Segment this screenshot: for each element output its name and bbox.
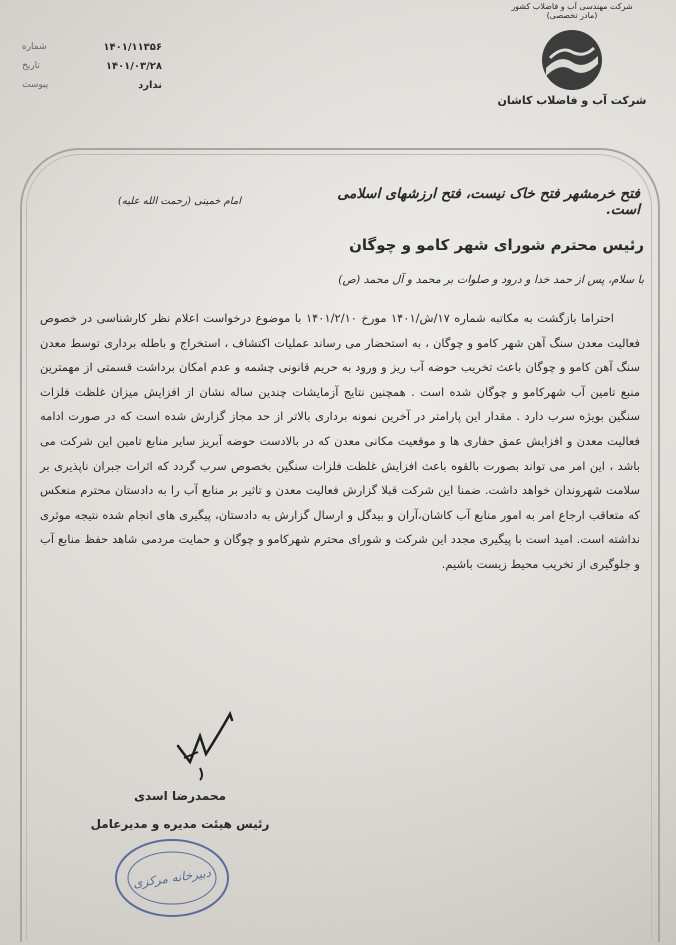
header-quote: فتح خرمشهر فتح خاک نیست، فتح ارزشهای اسلامی است.	[337, 186, 640, 218]
meta-number-row	[22, 38, 162, 57]
signer-name: محمدرضا اسدی	[133, 789, 227, 803]
letter-number: ۱۴۰۱/۱۱۳۵۶	[103, 42, 162, 53]
body-paragraph: احتراما بازگشت به مکاتبه شماره ۱۷/ش/۱۴۰۱ مورخ ۱۴۰۱/۲/۱۰ با موضوع درخواست اعلام نظر کارشناسی در خصوص فعالیت معدن سنگ آهن شهر کامو و چوگان ، به استحضار می رساند عملیات اکتشاف ، استخراج و باطله برداری توسط معدن سنگ آهن کامو و چوگان باعث تخریب حوضه آب ریز و ورود به حریم قانونی چشمه و عدم امکان برداشت قسمتی از مهمترین منبع تامین آب شهرکامو و چوگان شده است . همچنین نتایج آزمایشات چندین ساله نشان از افزایش میزان غلظت فلزات سنگین بویژه سرب دارد . مقدار این پارامتر در آخرین نمونه برداری بالاتر از حد مجاز گزارش شده است که در صورت ادامه فعالیت معدن و افزایش عمق حفاری ها و موقعیت مکانی معدن که در بالادست حوضه آبریز سایر منابع تامین این شرکت می باشد ، این امر می تواند بصورت بالقوه باعث افزایش غلظت فلزات سنگین بخصوص سرب گردد که اثرات جبران ناپذیری بر سلامت شهروندان خواهد داشت. ضمنا این شرکت قبلا گزارش فعالیت معدن و تاثیر بر منابع آب را به دادستان محترم منعکس که متعاقب ارجاع امر به امور منابع آب کاشان،آران و بیدگل و ارسال گزارش به دادستان، پیگیری های انجام شده نتیجه موثری نداشته است. امید است با پیگیری مجدد این شرکت و شورای محترم شهرکامو و چوگان و حمایت مردمی شاهد حفظ منابع آب و جلوگیری از تخریب محیط زیست باشیم.	[40, 311, 640, 571]
meta-date-row	[22, 57, 162, 76]
signature-block	[80, 782, 280, 838]
letter-attachment: ندارد	[138, 80, 162, 91]
attachment-label: پیوست	[22, 80, 49, 90]
letter-date: ۱۴۰۱/۰۳/۲۸	[105, 61, 162, 72]
stamp-text: دبیرخانه مرکزی	[132, 865, 212, 891]
number-label: شماره	[22, 42, 47, 52]
parent-company-name: شرکت مهندسی آب و فاضلاب کشور	[511, 2, 633, 11]
letter-body	[40, 306, 640, 577]
water-company-logo-icon	[540, 28, 604, 92]
greeting: با سلام، پس از حمد خدا و درود و صلوات بر محمد و آل محمد (ص)	[338, 273, 644, 286]
company-name: شرکت آب و فاضلاب کاشان	[497, 94, 647, 107]
meta-attachment-row	[22, 76, 162, 95]
letter-meta	[22, 38, 162, 95]
quote-attribution: امام خمینی (رحمت الله علیه)	[118, 196, 241, 207]
company-header	[482, 0, 662, 107]
recipient: رئیس محترم شورای شهر کامو و چوگان	[349, 236, 644, 254]
parent-company-subtitle: (مادر تخصصی)	[546, 11, 598, 20]
signer-title: رئیس هیئت مدیره و مدیرعامل	[90, 817, 270, 831]
date-label: تاریخ	[22, 61, 40, 71]
handwritten-signature-icon	[170, 706, 240, 786]
